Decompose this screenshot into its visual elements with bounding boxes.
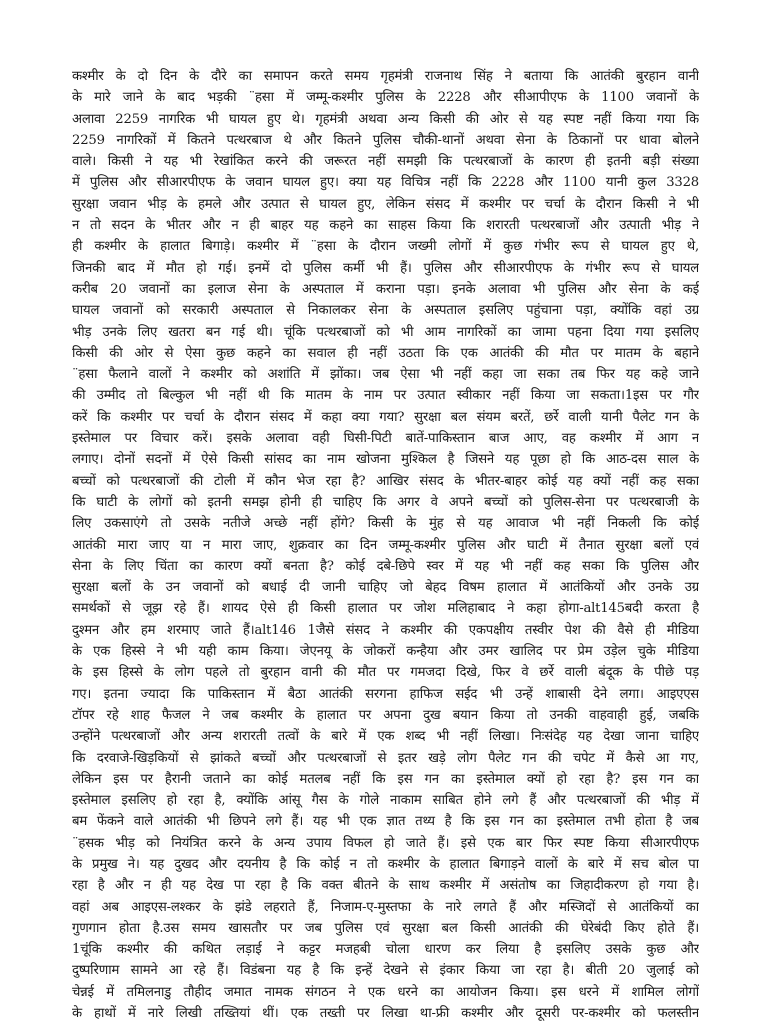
text-line: चेन्नई में तमिलनाडु तौहीद जमात नामक संगठन ने एक धरने का आयोजन किया। इस धरने में शामिल लोगों — [72, 984, 699, 1000]
text-line: ¨हसक भीड़ को नियंत्रित करने के अन्य उपाय विफल हो जाते हैं। इसे एक बार फिर स्पष्ट किया सीआरपीएफ — [72, 835, 699, 851]
text-line: में पुलिस और सीआरपीएफ के जवान घायल हुए। क्या यह विचित्र नहीं कि 2228 और 1100 यानी कुल 3328 — [72, 175, 699, 191]
text-line: बम फेंकने वाले आतंकी भी छिपने लगे हैं। यह भी एक ज्ञात तथ्य है कि इस गन का इस्तेमाल तभी होता है जब — [72, 814, 699, 830]
text-line: के मारे जाने के बाद भड़की ¨हसा में जम्मू-कश्मीर पुलिस के 2228 और सीआपीएफ के 1100 जवानों के — [72, 90, 699, 106]
text-line: रहा है और न ही यह देख पा रहा है कि वक्त बीतने के साथ कश्मीर में असंतोष का जिहादीकरण हो गया है। — [72, 878, 699, 894]
text-line: उन्होंने पत्थरबाजों और अन्य शरारती तत्वों के बारे में एक शब्द भी नहीं लिखा। निःसंदेह यह देखा जाना चाहिए — [72, 729, 699, 745]
text-line: इस्तेमाल इसलिए हो रहा है, क्योंकि आंसू गैस के गोले नाकाम साबित होने लगे हैं और पत्थरबाजों की भीड़ में — [72, 793, 699, 809]
text-line: लगाए। दोनों सदनों में ऐसे किसी सांसद का नाम खोजना मुश्किल है जिसने यह पूछा हो कि आठ-दस साल के — [72, 452, 699, 468]
text-line: 1चूंकि कश्मीर की कथित लड़ाई ने कट्टर मजहबी चोला धारण कर लिया है इसलिए उसके कुछ और — [72, 942, 699, 958]
text-line: के इस हिस्से के लोग पहले तो बुरहान वानी की मौत पर गमजदा दिखे, फिर वे छर्रे वाली बंदूक के पीछे पड़ — [72, 665, 699, 681]
text-line: टॉपर रहे शाह फैजल ने जब कश्मीर के हालात पर अपना दुख बयान किया तो उनकी वाहवाही हुई, जबकि — [72, 707, 699, 723]
text-line: के प्रमुख ने। यह दुखद और दयनीय है कि कोई न तो कश्मीर के हालात बिगाड़ने वालों के बारे में सच बोल पा — [72, 856, 699, 872]
text-line: ही कश्मीर के हालात बिगाड़े। कश्मीर में ¨हसा के दौरान जख्मी लोगों में कुछ गंभीर रूप से घायल हुए थे, — [72, 239, 699, 255]
text-line: किसी की ओर से ऐसा कुछ कहने का सवाल ही नहीं उठता कि एक आतंकी की मौत पर मातम के बहाने — [72, 345, 699, 361]
text-line: समर्थकों से जूझ रहे हैं। शायद ऐसे ही किसी हालात पर जोश मलिहाबाद ने कहा होगा-alt145बदी करता है — [72, 601, 699, 617]
text-line: गुणगान होता है.उस समय खासतौर पर जब पुलिस एवं सुरक्षा बल किसी आतंकी की घेरेबंदी किए होते हैं। — [72, 920, 699, 936]
text-line: आतंकी मारा जाए या न मारा जाए, शुक्रवार का दिन जम्मू-कश्मीर पुलिस और घाटी में तैनात सुरक्षा बलों एवं — [72, 537, 699, 553]
text-line: घायल जवानों को सरकारी अस्पताल से निकालकर सेना के अस्पताल इसलिए पहुंचाना पड़ा, क्योंकि वहां उग्र — [72, 303, 699, 319]
text-line: दुश्मन और हम शरमाए जाते हैं।alt146 1जैसे संसद ने कश्मीर की एकपक्षीय तस्वीर पेश की वैसे ही मीडिया — [72, 622, 699, 638]
text-line: जिनकी बाद में मौत हो गई। इनमें दो पुलिस कर्मी भी हैं। पुलिस और सीआरपीएफ के गंभीर रूप से घायल — [72, 260, 699, 276]
text-line: कि घाटी के लोगों को इतनी समझ होनी ही चाहिए कि अगर वे अपने बच्चों को पुलिस-सेना पर पत्थरबाजी के — [72, 494, 699, 510]
text-line: वाले। किसी ने यह भी रेखांकित करने की जरूरत नहीं समझी कि पत्थरबाजों के कारण ही इतनी बड़ी संख्या — [72, 154, 699, 170]
text-line: सेना के लिए चिंता का कारण क्यों बनता है? कोई दबे-छिपे स्वर में यह भी नहीं कह सका कि पुलिस और — [72, 558, 699, 574]
text-line: वहां अब आइएस-लश्कर के झंडे लहराते हैं, निजाम-ए-मुस्तफा के नारे लगते हैं और मस्जिदों से आतंकियों का — [72, 899, 699, 915]
text-line: कश्मीर के दो दिन के दौरे का समापन करते समय गृहमंत्री राजनाथ सिंह ने बताया कि आतंकी बुरहान वानी — [72, 69, 699, 84]
text-line: अलावा 2259 नागरिक भी घायल हुए थे। गृहमंत्री अथवा अन्य किसी की ओर से यह स्पष्ट नहीं किया गया कि — [72, 111, 699, 127]
text-line: करें कि कश्मीर पर चर्चा के दौरान संसद में कहा क्या गया? सुरक्षा बल संयम बरतें, छर्रे वाली यानी पैलेट गन के — [72, 409, 699, 425]
text-line: के एक हिस्से ने भी यही काम किया। जेएनयू के जोकरों कन्हैया और उमर खालिद पर प्रेम उड़ेल चुके मीडिया — [72, 644, 699, 660]
text-line: की उम्मीद तो बिल्कुल भी नहीं थी कि मातम के नाम पर उत्पात स्वीकार नहीं किया जा सकता।1इस पर गौर — [72, 388, 699, 404]
text-line: सुरक्षा जवान भीड़ के हमले और उत्पात से घायल हुए, लेकिन संसद में कश्मीर पर चर्चा के दौरान किसी ने भी — [72, 196, 699, 212]
text-line: लिए उकसाएंगे तो उसके नतीजे अच्छे नहीं होंगे? किसी के मुंह से यह आवाज भी नहीं निकली कि कोई — [72, 516, 699, 532]
text-line: बच्चों को पत्थरबाजों की टोली में कौन भेज रहा है? आखिर संसद के भीतर-बाहर कोई यह क्यों नहीं कह सका — [72, 473, 699, 489]
text-line: दुष्परिणाम सामने आ रहे हैं। विडंबना यह है कि इन्हें देखने से इंकार किया जा रहा है। बीती 20 जुलाई को — [72, 963, 699, 979]
text-line: न तो सदन के भीतर और न ही बाहर यह कहने का साहस किया कि शरारती पत्थरबाजों और उत्पाती भीड़ ने — [72, 218, 699, 234]
text-line: कि दरवाजे-खिड़कियों से झांकते बच्चों और पत्थरबाजों से इतर खड़े लोग पैलेट गन की चपेट में कैसे आ गए, — [72, 750, 699, 766]
text-line: भीड़ उनके लिए खतरा बन गई थी। चूंकि पत्थरबाजों को भी आम नागरिकों का जामा पहना दिया गया इसलिए — [72, 324, 699, 340]
text-line: सुरक्षा बलों के उन जवानों को बधाई दी जानी चाहिए जो बेहद विषम हालात में आतंकियों और उनके उग्र — [72, 580, 699, 596]
text-line: के हाथों में नारे लिखी तख्तियां थीं। एक तख्ती पर लिखा था-फ्री कश्मीर और दूसरी पर-कश्मीर को फलस्तीन — [72, 1006, 699, 1022]
text-line: करीब 20 जवानों का इलाज सेना के अस्पताल में कराना पड़ा। इनके अलावा भी पुलिस और सेना के कई — [72, 281, 699, 297]
article-body — [72, 66, 699, 1024]
text-line: 2259 नागरिकों में कितने पत्थरबाज थे और कितने पुलिस चौकी-थानों अथवा सेना के ठिकानों पर धावा बोलने — [72, 132, 699, 148]
text-line: इस्तेमाल पर विचार करें। इसके अलावा वही घिसी-पिटी बातें-पाकिस्तान बाज आए, वह कश्मीर में आग न — [72, 431, 699, 447]
text-line: ¨हसा फैलाने वालों ने कश्मीर को अशांति में झोंका। जब ऐसा भी नहीं कहा जा सका तब फिर यह कहे जाने — [72, 367, 699, 383]
text-line: लेकिन इस पर हैरानी जताने का कोई मतलब नहीं कि इस गन का इस्तेमाल क्यों हो रहा है? इस गन का — [72, 771, 699, 787]
text-line: गए। इतना ज्यादा कि पाकिस्तान में बैठा आतंकी सरगना हाफिज सईद भी उन्हें शाबासी देने लगा। आइएएस — [72, 686, 699, 702]
